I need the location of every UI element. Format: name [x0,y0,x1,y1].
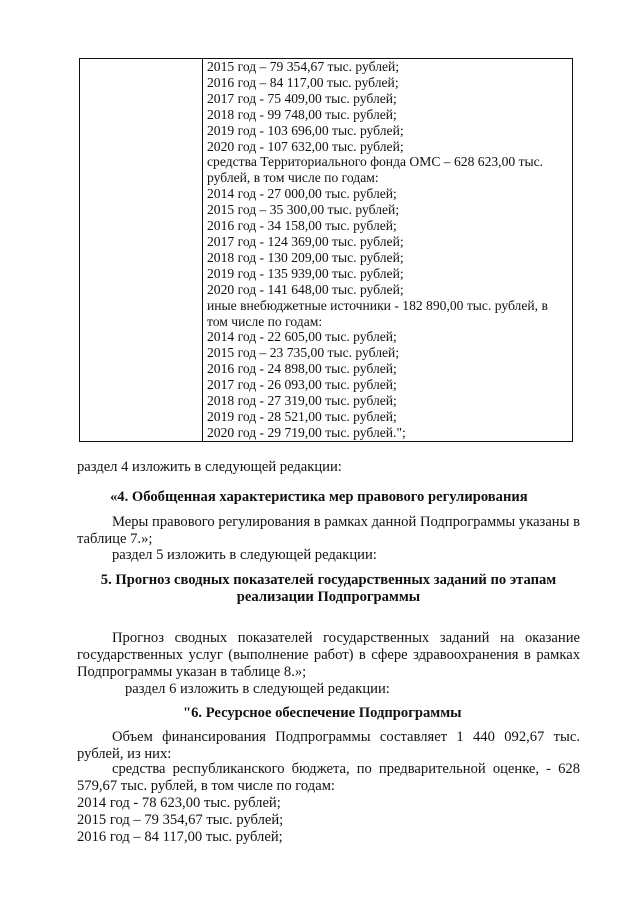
funding-line: 2014 год - 27 000,00 тыс. рублей; [207,186,397,202]
heading-section-5-line1: 5. Прогноз сводных показателей государственных заданий по этапам [100,572,557,588]
year-line-2015: 2015 год – 79 354,67 тыс. рублей; [77,812,284,828]
year-line-2016: 2016 год – 84 117,00 тыс. рублей; [77,829,283,845]
funding-table [79,58,573,442]
heading-section-5-line2: реализации Подпрограммы [236,589,421,605]
funding-line: 2018 год - 27 319,00 тыс. рублей; [207,393,397,409]
funding-line: 2019 год - 135 939,00 тыс. рублей; [207,265,404,281]
funding-line: 2014 год - 22 605,00 тыс. рублей; [207,329,397,345]
funding-line: 2016 год – 84 117,00 тыс. рублей; [207,74,399,90]
funding-line: 2020 год - 141 648,00 тыс. рублей; [207,281,404,297]
heading-section-4: «4. Обобщенная характеристика мер правового регулирования [110,489,528,505]
table-left-cell [80,59,203,442]
funding-line: 2015 год – 79 354,67 тыс. рублей; [207,59,400,74]
funding-line: 2017 год - 124 369,00 тыс. рублей; [207,233,404,249]
funding-line: 2015 год – 35 300,00 тыс. рублей; [207,202,400,218]
funding-line: 2015 год – 23 735,00 тыс. рублей; [207,345,400,361]
funding-line: 2019 год - 103 696,00 тыс. рублей; [207,122,404,138]
table-right-cell [203,59,573,442]
funding-line: 2020 год - 107 632,00 тыс. рублей; [207,138,404,154]
paragraph-section5-instruction: раздел 5 изложить в следующей редакции: [112,547,377,563]
funding-line: 2018 год - 99 748,00 тыс. рублей; [207,106,397,122]
funding-line: 2019 год - 28 521,00 тыс. рублей; [207,408,397,424]
paragraph-section6-instruction: раздел 6 изложить в следующей редакции: [125,681,390,697]
paragraph-section4-instruction: раздел 4 изложить в следующей редакции: [77,459,342,475]
funding-line: 2017 год - 26 093,00 тыс. рублей; [207,377,397,393]
funding-line: 2016 год - 34 158,00 тыс. рублей; [207,218,397,234]
paragraph-legal-measures: Меры правового регулирования в рамках данной Подпрограммы указаны в таблице 7.»; [77,514,580,547]
year-line-2014: 2014 год - 78 623,00 тыс. рублей; [77,795,281,811]
paragraph-republican-budget: средства республиканского бюджета, по предварительной оценке, - 628 579,67 тыс. рублей, в том числе по годам: [77,761,580,794]
funding-line: 2017 год - 75 409,00 тыс. рублей; [207,90,397,106]
funding-line: 2016 год - 24 898,00 тыс. рублей; [207,361,397,377]
funding-line: иные внебюджетные источники - 182 890,00 тыс. рублей, в том числе по годам: [207,297,548,329]
heading-section-6: "6. Ресурсное обеспечение Подпрограммы [183,705,462,721]
funding-line: 2020 год - 29 719,00 тыс. рублей."; [207,424,406,440]
funding-line: 2018 год - 130 209,00 тыс. рублей; [207,249,404,265]
funding-line: средства Территориального фонда ОМС – 628 623,00 тыс. рублей, в том числе по годам: [207,154,544,186]
paragraph-forecast: Прогноз сводных показателей государственных заданий на оказание государственных услуг (выполнение работ) в сфере здравоохранения в рамках Подпрограммы указан в таблице 8.»; [77,630,580,680]
table-row [80,59,573,442]
paragraph-financing-total: Объем финансирования Подпрограммы составляет 1 440 092,67 тыс. рублей, из них: [77,729,580,762]
